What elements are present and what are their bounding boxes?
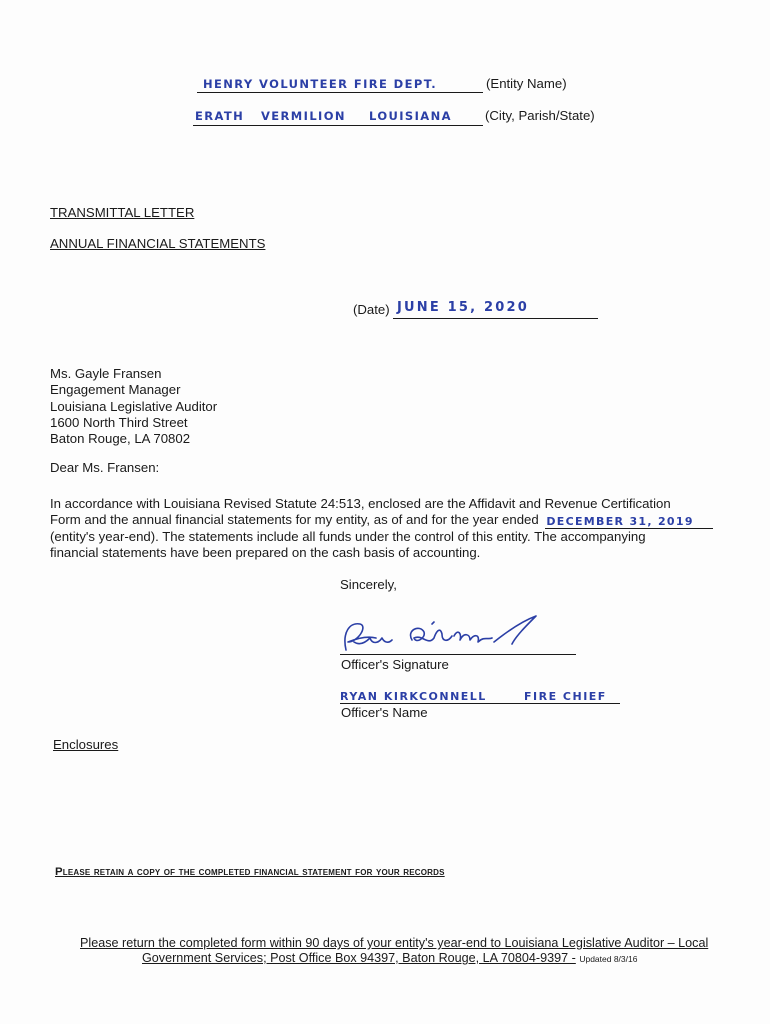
city-parish-label: (City, Parish/State) xyxy=(485,108,595,123)
year-end-value: DECEMBER 31, 2019 xyxy=(546,514,694,528)
recipient-address xyxy=(50,366,217,447)
salutation: Dear Ms. Fransen: xyxy=(50,460,160,475)
recipient-org: Louisiana Legislative Auditor xyxy=(50,398,218,414)
officer-name-line xyxy=(340,703,620,704)
city-parish-field xyxy=(193,108,483,126)
city-value: ERATH xyxy=(195,109,245,123)
signature-label: Officer's Signature xyxy=(341,657,449,672)
enclosures-label: Enclosures xyxy=(53,737,119,752)
recipient-title: Engagement Manager xyxy=(50,382,181,398)
signature-image xyxy=(336,612,556,658)
recipient-name: Ms. Gayle Fransen xyxy=(50,366,162,381)
footer-address: Government Services; Post Office Box 94397, Baton Rouge, LA 70804-9397 - xyxy=(142,951,576,965)
year-end-field xyxy=(545,514,713,529)
body-paragraph xyxy=(50,496,713,561)
recipient-city: Baton Rouge, LA 70802 xyxy=(50,431,191,447)
body-line-1: In accordance with Louisiana Revised Statute 24:513, enclosed are the Affidavit and Revenue Certification xyxy=(50,496,671,511)
recipient-street: 1600 North Third Street xyxy=(50,414,188,430)
state-value: LOUISIANA xyxy=(369,109,452,123)
entity-name-label: (Entity Name) xyxy=(486,76,567,91)
retain-copy-notice: Please retain a copy of the completed financial statement for your records xyxy=(55,866,445,878)
date-label: (Date) xyxy=(353,302,390,317)
closing: Sincerely, xyxy=(340,577,397,592)
title-annual-statements: ANNUAL FINANCIAL STATEMENTS xyxy=(50,236,266,251)
date-field xyxy=(393,302,598,319)
entity-name-value: HENRY VOLUNTEER FIRE DEPT. xyxy=(203,77,437,91)
body-line-3: (entity's year-end). The statements include all funds under the control of this entity. The accompanying xyxy=(50,528,646,544)
footer-updated: Updated 8/3/16 xyxy=(579,954,638,964)
parish-value: VERMILION xyxy=(261,109,346,123)
footer-line-1: Please return the completed form within 90 days of your entity's year-end to Louisiana Legislative Auditor – Local xyxy=(80,936,709,950)
entity-name-field xyxy=(197,76,483,93)
footer-line-2 xyxy=(142,951,637,965)
date-value: JUNE 15, 2020 xyxy=(397,300,530,315)
officer-name-label: Officer's Name xyxy=(341,705,428,720)
body-line-4: financial statements have been prepared on the cash basis of accounting. xyxy=(50,544,481,560)
officer-title-value: FIRE CHIEF xyxy=(524,690,607,703)
body-line-2 xyxy=(50,512,713,528)
title-transmittal: TRANSMITTAL LETTER xyxy=(50,205,195,220)
body-line-2-text: Form and the annual financial statements for my entity, as of and for the year ended xyxy=(50,512,539,528)
signature-line xyxy=(340,654,576,655)
officer-name-value: RYAN KIRKCONNELL xyxy=(340,690,487,703)
